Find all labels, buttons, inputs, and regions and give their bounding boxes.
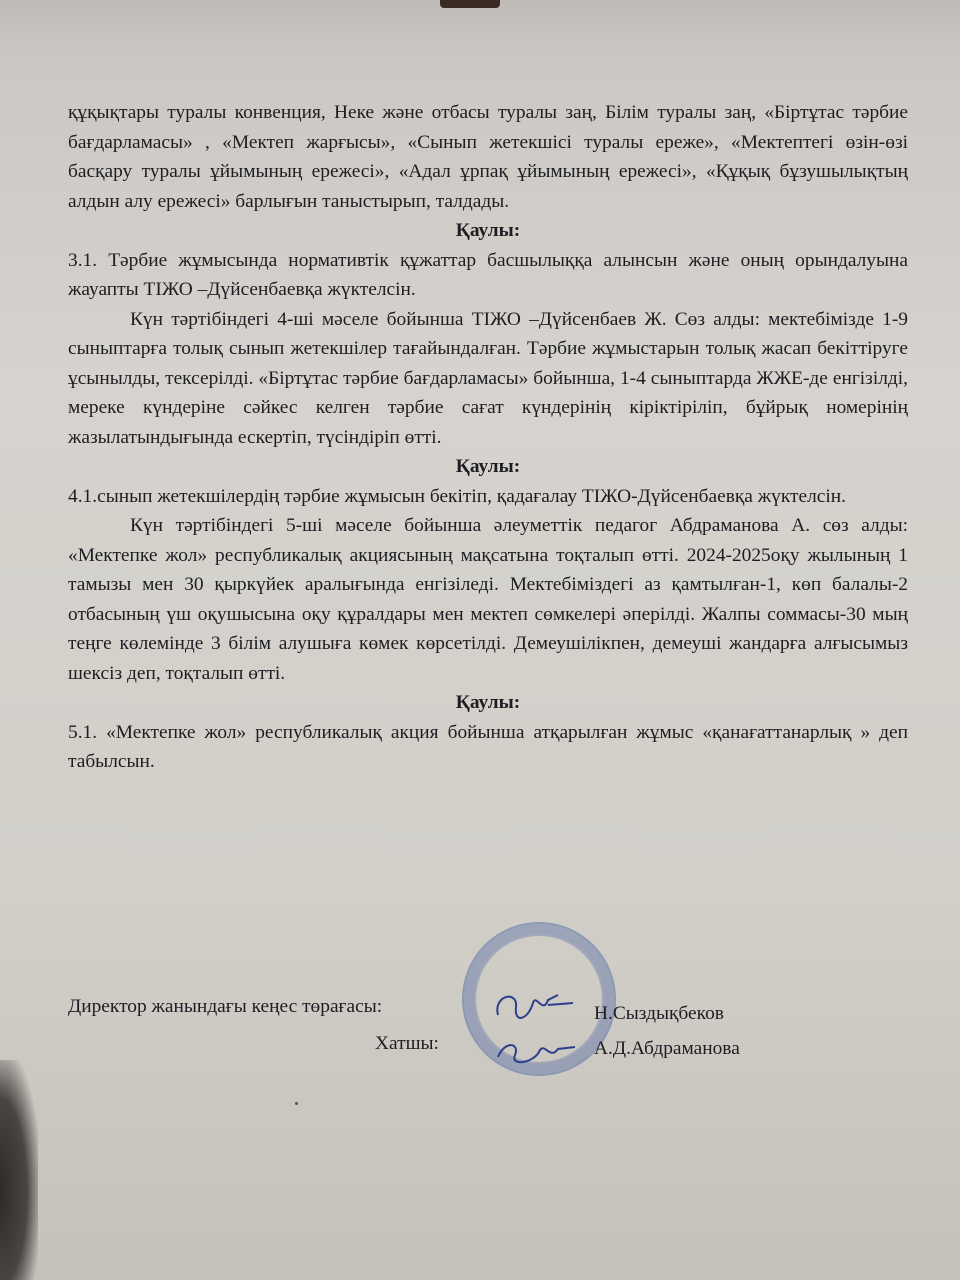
secretary-signature xyxy=(490,1035,580,1070)
binder-tab xyxy=(440,0,500,8)
agenda-item-5: Күн тәртібіндегі 5-ші мәселе бойынша әлеуметтік педагог Абдраманова А. сөз алды: «Мектепке жол» республикалық акциясының мақсатына тоқталып өтті. 2024-2025оқу жылының 1 тамызы мен 30 қыркүйек аралығында енгізіледі. Мектебіміздегі аз қамтылған-1, көп балалы-2 отбасының үш оқушысына оқу құралдары мен мектеп сөмкелері әперілді. Жалпы соммасы-30 мың теңге көлемінде 3 білім алушыға көмек көрсетілді. Демеушілікпен, демеуші жандарға алғысымыз шексіз деп, тоқталып өтті. xyxy=(68,515,908,684)
document-body xyxy=(68,98,908,777)
finger-shadow xyxy=(0,1060,38,1280)
resolution-heading-2: Қаулы: xyxy=(455,456,521,477)
chair-title: Директор жанындағы кеңес төрағасы: xyxy=(68,996,383,1017)
resolution-4-1: 4.1.сынып жетекшілердің тәрбие жұмысын бекітіп, қадағалау ТІЖО-Дүйсенбаевқа жүктелсін. xyxy=(68,485,846,507)
resolution-heading-3: Қаулы: xyxy=(455,692,521,713)
intro-paragraph: құқықтары туралы конвенция, Неке және отбасы туралы заң, Білім туралы заң, «Біртұтас тәрбие бағдарламасы» , «Мектеп жарғысы», «Сынып жетекшісі туралы ереже», «Мектептегі өзін-өзі басқару туралы ұйымының ережесі», «Адал ұрпақ ұйымының ережесі», «Құқық бұзушылықтың алдын алу ережесі» барлығын таныстырып, талдады. xyxy=(68,102,908,212)
page-shadow xyxy=(0,0,960,60)
paper-speck xyxy=(295,1102,298,1105)
chair-name: Н.Сыздықбеков xyxy=(594,1003,724,1024)
secretary-title: Хатшы: xyxy=(375,1033,439,1054)
secretary-name: А.Д.Абдраманова xyxy=(594,1038,740,1059)
chair-signature xyxy=(488,985,578,1030)
resolution-heading-1: Қаулы: xyxy=(455,220,521,241)
resolution-5-1: 5.1. «Мектепке жол» республикалық акция бойынша атқарылған жұмыс «қанағаттанарлық » деп табылсын. xyxy=(68,721,908,772)
resolution-3-1: 3.1. Тәрбие жұмысында нормативтік құжаттар басшылыққа алынсын және оның орындалуына жауапты ТІЖО –Дүйсенбаевқа жүктелсін. xyxy=(68,249,908,300)
agenda-item-4: Күн тәртібіндегі 4-ші мәселе бойынша ТІЖО –Дүйсенбаев Ж. Сөз алды: мектебімізде 1-9 сыныптарға толық сынып жетекшілер тағайындалған. Тәрбие жұмыстарын толық жасап бекіттіруге ұсынылды, тексерілді. «Біртұтас тәрбие бағдарламасы» бойынша, 1-4 сыныптарда ЖЖЕ-де енгізілді, мереке күндеріне сәйкес келген тәрбие сағат күндерінің кіріктіріліп, бұйрық номерінің жазылатындығында ескертіп, түсіндіріп өтті. xyxy=(68,308,908,448)
